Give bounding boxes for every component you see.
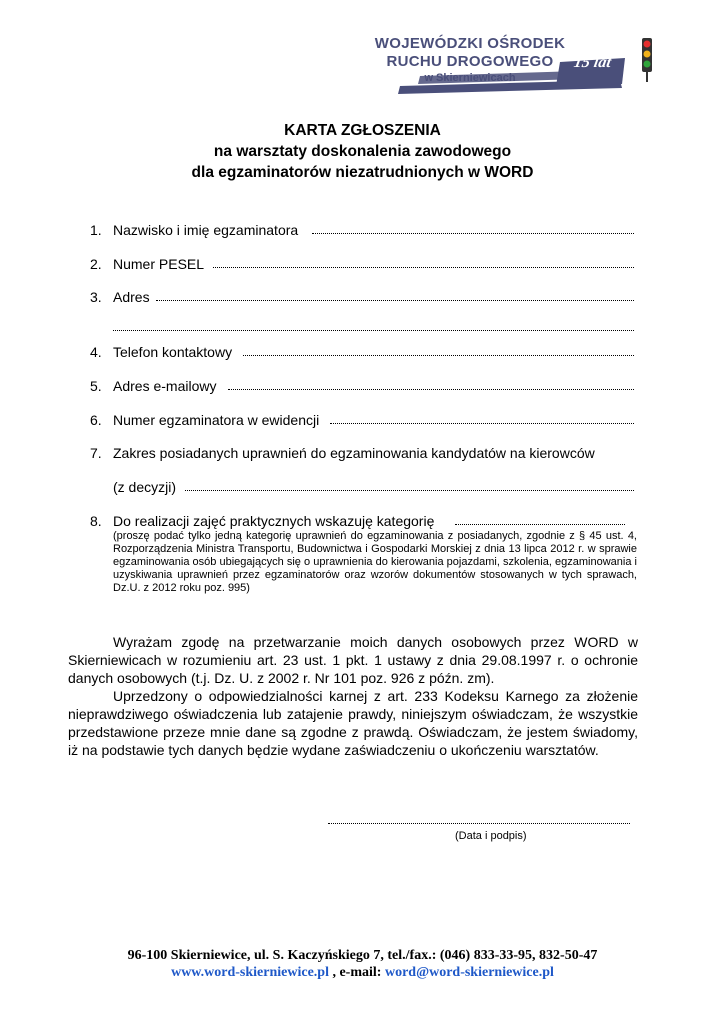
field-label-decision: (z decyzji) (113, 479, 177, 495)
logo-line-3: w Skierniewicach (424, 72, 516, 84)
field-label-license-scope: Zakres posiadanych uprawnień do egzaminowania kandydatów na kierowców (113, 445, 595, 461)
website-link[interactable]: www.word-skierniewice.pl (171, 965, 329, 980)
page-subtitle-1: na warsztaty doskonalenia zawodowego (213, 143, 512, 160)
signature-field-line[interactable] (328, 823, 630, 824)
field-label-address: Adres (113, 289, 150, 305)
item-number: 3. (90, 289, 102, 305)
item-number: 8. (90, 513, 102, 529)
page-subtitle-2: dla egzaminatorów niezatrudnionych w WORD (191, 164, 534, 181)
word-logo (360, 28, 660, 98)
item-number: 4. (90, 344, 102, 360)
signature-label: (Data i podpis) (455, 830, 527, 842)
item-number: 7. (90, 445, 102, 461)
address-field-line[interactable] (156, 300, 634, 301)
field-label-phone: Telefon kontaktowy (113, 344, 233, 360)
footer-address: 96-100 Skierniewice, ul. S. Kaczyńskiego 7, tel./fax.: (046) 833-33-95, 832-50-47 (127, 948, 598, 963)
field-label-name: Nazwisko i imię egzaminatora (113, 222, 299, 238)
email-label: , e-mail: (332, 965, 382, 980)
email-field-line[interactable] (228, 389, 634, 390)
email-link[interactable]: word@word-skierniewice.pl (384, 965, 554, 980)
field-label-pesel: Numer PESEL (113, 256, 205, 272)
footer-contact (0, 965, 725, 981)
address-field-line-2[interactable] (113, 330, 634, 331)
field-label-email: Adres e-mailowy (113, 378, 217, 394)
field-label-category: Do realizacji zajęć praktycznych wskazuję kategorię (113, 513, 435, 529)
item-number: 2. (90, 256, 102, 272)
consent-paragraph-2: Uprzedzony o odpowiedzialności karnej z art. 233 Kodeksu Karnego za złożenie nieprawdziwego oświadczenia lub zatajenie prawdy, niniejszym oświadczam, że wszystkie przedstawione przeze mnie dane są zgodne z prawdą. Oświadczam, że jestem świadomy, iż na podstawie tych danych będzie wydane zaświadczeniu o ukończeniu warsztatów. (68, 688, 638, 758)
item-number: 1. (90, 222, 102, 238)
item-number: 6. (90, 412, 102, 428)
page-title: KARTA ZGŁOSZENIA (284, 122, 441, 139)
traffic-light-icon (640, 38, 654, 82)
consent-paragraph-1: Wyrażam zgodę na przetwarzanie moich danych osobowych przez WORD w Skierniewicach w rozumieniu art. 23 ust. 1 pkt. 1 ustawy z dnia 29.08.1997 r. o ochronie danych osobowych (t.j. Dz. U. z 2002 r. Nr 101 poz. 926 z późn. zm). (68, 634, 638, 686)
category-note: (proszę podać tylko jedną kategorię uprawnień do egzaminowania z posiadanych, zgodnie z § 45 ust. 4, Rozporządzenia Ministra Transportu, Budownictwa i Gospodarki Morskiej z dnia 13 lipca 2012 r. w sprawie egzaminowania osób ubiegających się o uprawnienia do kierowania pojazdami, szkolenia, egzaminowania i uzyskiwania uprawnień przez egzaminatorów oraz wzorów dokumentów stosowanych w tych sprawach, Dz.U. z 2012 roku poz. 995) (113, 530, 637, 594)
phone-field-line[interactable] (243, 355, 634, 356)
field-label-examiner-number: Numer egzaminatora w ewidencji (113, 412, 320, 428)
name-field-line[interactable] (312, 233, 634, 234)
pesel-field-line[interactable] (213, 267, 634, 268)
logo-years: 15 lat (572, 54, 613, 71)
logo-line-1: WOJEWÓDZKI OŚRODEK (374, 35, 566, 52)
item-number: 5. (90, 378, 102, 394)
decision-field-line[interactable] (185, 490, 634, 491)
logo-line-2: RUCHU DROGOWEGO (386, 53, 554, 70)
examiner-number-field-line[interactable] (330, 423, 634, 424)
consent-text (68, 633, 638, 759)
category-field-line[interactable] (455, 524, 625, 525)
